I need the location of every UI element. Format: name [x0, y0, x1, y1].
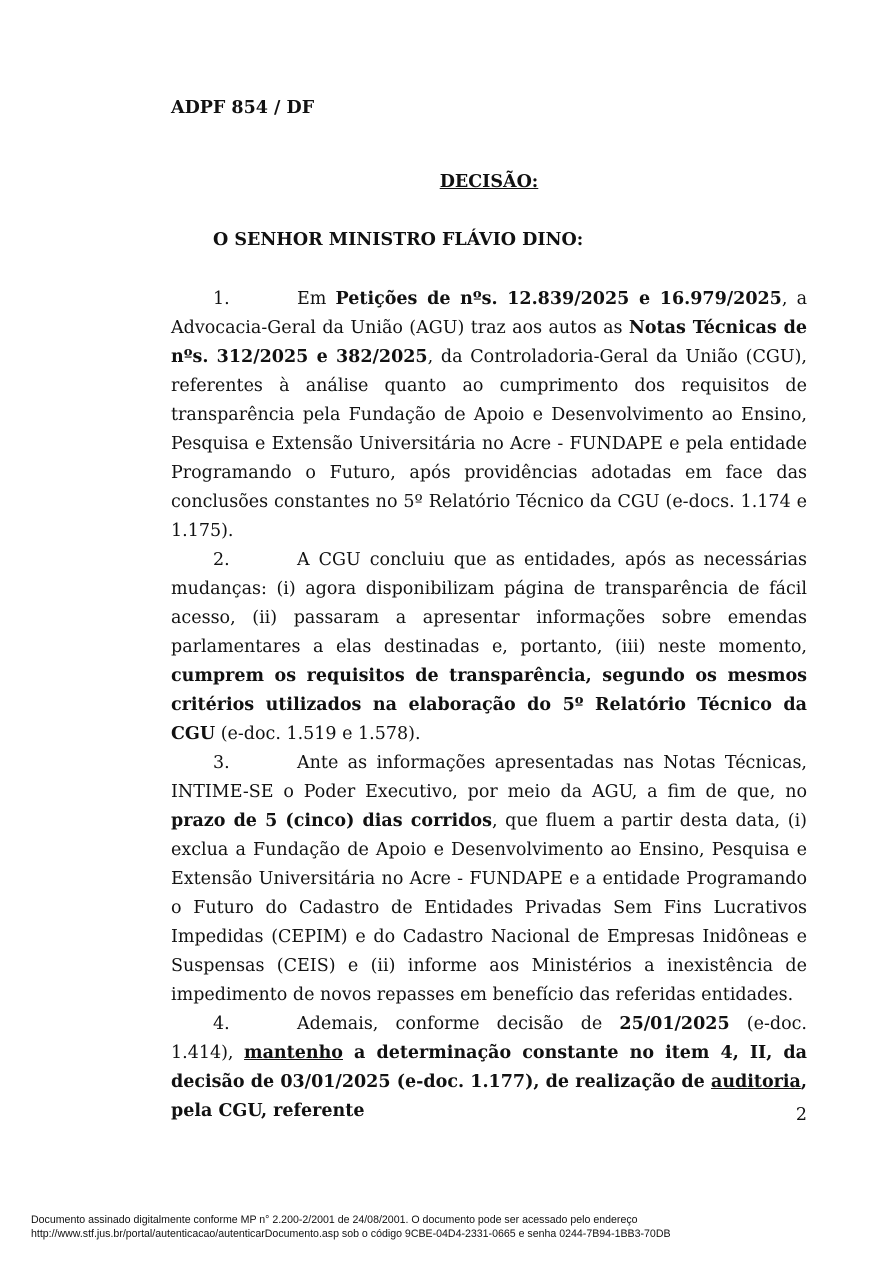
paragraph-text-run: , a Advocacia-Geral da União (AGU) traz aos autos as [171, 289, 808, 338]
paragraph-number: 4. [213, 1014, 230, 1034]
paragraph-text-run: Petições de nºs. 12.839/2025 e 16.979/2025 [335, 289, 782, 309]
paragraph-text-run: A CGU concluiu que as entidades, após as necessárias mudanças: (i) agora disponibilizam página de transparência de fácil acesso, (ii) passaram a apresentar informações sobre emendas parlamentares a elas destinadas e, portanto, (iii) neste momento, [171, 550, 807, 657]
paragraph-text-run: Ademais, conforme decisão de [297, 1014, 620, 1034]
paragraph-text-run: , que fluem a partir desta data, (i) exclua a Fundação de Apoio e Desenvolvimento ao Ensino, Pesquisa e Extensão Universitária no Acre - FUNDAPE e a entidade Programando o Futuro do Cadastro de Entidades Privadas Sem Fins Lucrativos Impedidas (CEPIM) e do Cadastro Nacional de Empresas Inidôneas e Suspensas (CEIS) e (ii) informe aos Ministérios a inexistência de impedimento de novos repasses em benefício das referidas entidades. [171, 811, 807, 1005]
paragraph-2 [171, 546, 807, 749]
footer-line-2: http://www.stf.jus.br/portal/autenticacao/autenticarDocumento.asp sob o código 9CBE-04D4-2331-0665 e senha 0244-7B94-1BB3-70DB [31, 1228, 671, 1240]
case-header: ADPF 854 / DF [171, 98, 315, 118]
paragraph-text-run: (e-doc. 1.414), [171, 1014, 807, 1063]
footer-line-1: Documento assinado digitalmente conforme MP n° 2.200-2/2001 de 24/08/2001. O documento pode ser acessado pelo endereço [31, 1214, 638, 1226]
paragraph-text-run: prazo de 5 (cinco) dias corridos [171, 811, 492, 831]
signature-footer [31, 1213, 671, 1241]
speaker-heading: O SENHOR MINISTRO FLÁVIO DINO: [213, 230, 584, 250]
paragraph-number: 2. [213, 550, 230, 570]
paragraph-number: 3. [213, 753, 230, 773]
paragraph-text-run: Ante as informações apresentadas nas Notas Técnicas, INTIME-SE o Poder Executivo, por meio da AGU, a fim de que, no [171, 753, 807, 802]
paragraph-text-run: mantenho [244, 1043, 343, 1063]
page-number: 2 [795, 1105, 807, 1125]
paragraph-3 [171, 749, 807, 1010]
paragraph-text-run: , pela CGU, referente [171, 1072, 807, 1121]
paragraph-4 [171, 1010, 807, 1126]
paragraph-text-run: , da Controladoria-Geral da União (CGU), referentes à análise quanto ao cumprimento dos requisitos de transparência pela Fundação de Apoio e Desenvolvimento ao Ensino, Pesquisa e Extensão Universitária no Acre - FUNDAPE e pela entidade Programando o Futuro, após providências adotadas em face das conclusões constantes no 5º Relatório Técnico da CGU (e-docs. 1.174 e 1.175). [171, 347, 807, 541]
paragraph-1 [171, 285, 807, 546]
paragraph-text-run: (e-doc. 1.519 e 1.578). [215, 724, 421, 744]
decision-title: DECISÃO: [439, 172, 539, 192]
paragraph-text-run: auditoria [710, 1072, 801, 1092]
decision-body [171, 285, 807, 1126]
paragraph-text-run: Notas Técnicas de nºs. 312/2025 e 382/2025 [171, 318, 807, 367]
paragraph-number: 1. [213, 289, 230, 309]
paragraph-text-run: cumprem os requisitos de transparência, segundo os mesmos critérios utilizados na elaboração do 5º Relatório Técnico da CGU [171, 666, 807, 744]
paragraph-text-run: 25/01/2025 [619, 1014, 730, 1034]
paragraph-text-run: Em [297, 289, 336, 309]
paragraph-text-run: a determinação constante no item 4, II, da decisão de 03/01/2025 (e-doc. 1.177), de realização de [171, 1043, 807, 1092]
